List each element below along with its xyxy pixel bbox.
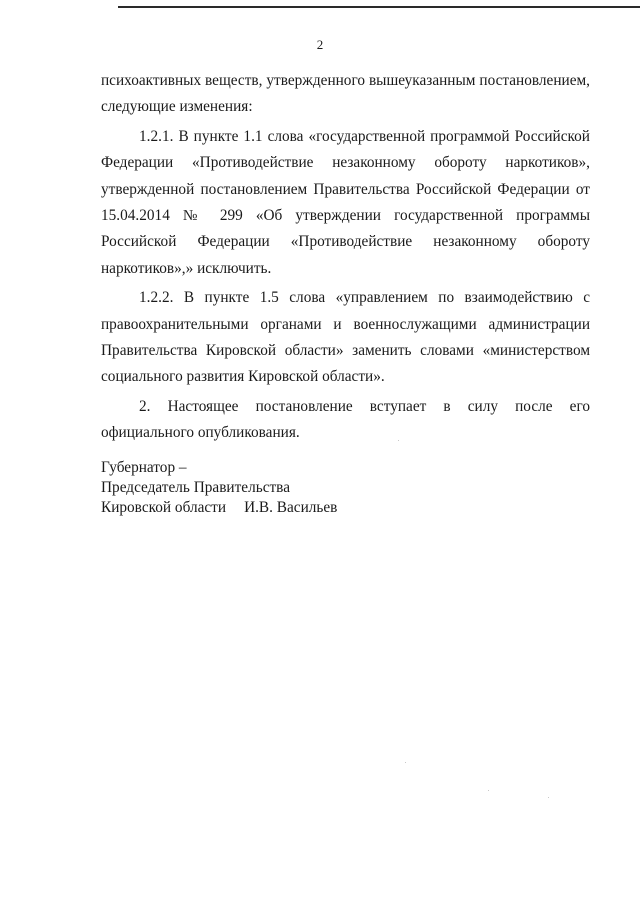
paragraph-continuation: психоактивных веществ, утвержденного вышеуказанным постановлением, следующие изменения:: [101, 72, 590, 116]
signature-block: [101, 458, 337, 518]
scan-speck: [405, 762, 406, 763]
scan-speck: [488, 790, 489, 791]
signature-title-governor: Губернатор –: [101, 459, 187, 476]
paragraph-1-2-2: 1.2.2. В пункте 1.5 слова «управлением по взаимодействию с правоохранительными органами и военнослужащими администрации Правительства Кировской области» заменить словами «министерством социального развития Кировской области».: [101, 289, 590, 386]
signature-region: Кировской области: [101, 499, 227, 516]
signatory-name: И.В. Васильев: [244, 499, 338, 516]
signature-region-line: [101, 498, 337, 518]
page-number: 2: [316, 37, 324, 52]
paragraph-1-2-1: 1.2.1. В пункте 1.1 слова «государственной программой Российской Федерации «Противодействие незаконному обороту наркотиков», утвержденной постановлением Правительства Российской Федерации от 15.04.2014 № 299 «Об утверждении государственной программы Российской Федерации «Противодействие незаконному обороту наркотиков»,» исключить.: [101, 127, 590, 277]
scan-speck: [398, 440, 399, 441]
signature-title-chairman: Председатель Правительства: [101, 479, 290, 496]
paragraph-2: 2. Настоящее постановление вступает в силу после его официального опубликования.: [101, 397, 590, 442]
top-rule: [118, 6, 640, 8]
scan-speck: [548, 797, 549, 798]
document-body: [101, 68, 590, 447]
